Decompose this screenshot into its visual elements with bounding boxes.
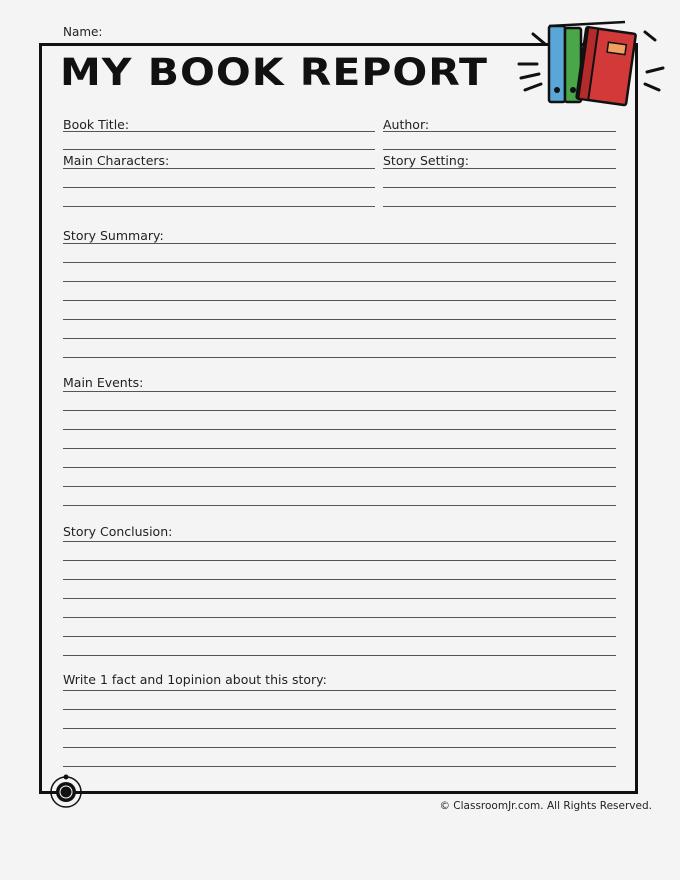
- main-events-line-4[interactable]: [63, 448, 616, 449]
- books-icon: [515, 12, 665, 112]
- author-line[interactable]: [383, 131, 616, 132]
- main-characters-line-3[interactable]: [63, 206, 375, 207]
- story-summary-line-2[interactable]: [63, 262, 616, 263]
- story-conclusion-line-5[interactable]: [63, 617, 616, 618]
- page-title: MY BOOK REPORT: [60, 50, 488, 95]
- book-title-line[interactable]: [63, 131, 375, 132]
- author-line-2[interactable]: [383, 149, 616, 150]
- main-events-line-2[interactable]: [63, 410, 616, 411]
- story-setting-label: Story Setting:: [383, 153, 469, 168]
- main-characters-label: Main Characters:: [63, 153, 170, 168]
- story-summary-line-4[interactable]: [63, 300, 616, 301]
- main-events-line-6[interactable]: [63, 486, 616, 487]
- fact-opinion-line-5[interactable]: [63, 766, 616, 767]
- book-title-line-2[interactable]: [63, 149, 375, 150]
- story-summary-line-5[interactable]: [63, 319, 616, 320]
- main-events-line-3[interactable]: [63, 429, 616, 430]
- story-conclusion-label: Story Conclusion:: [63, 524, 173, 539]
- story-setting-line-3[interactable]: [383, 206, 616, 207]
- story-summary-line-1[interactable]: [63, 243, 616, 244]
- story-summary-line-3[interactable]: [63, 281, 616, 282]
- copyright-footer: © ClassroomJr.com. All Rights Reserved.: [439, 800, 652, 812]
- main-events-line-5[interactable]: [63, 467, 616, 468]
- story-summary-line-7[interactable]: [63, 357, 616, 358]
- classroomjr-logo-icon: [48, 774, 84, 810]
- story-conclusion-line-6[interactable]: [63, 636, 616, 637]
- story-summary-label: Story Summary:: [63, 228, 164, 243]
- story-conclusion-line-2[interactable]: [63, 560, 616, 561]
- main-characters-line-2[interactable]: [63, 187, 375, 188]
- main-events-line-7[interactable]: [63, 505, 616, 506]
- main-events-label: Main Events:: [63, 375, 144, 390]
- book-title-label: Book Title:: [63, 117, 130, 132]
- fact-opinion-line-2[interactable]: [63, 709, 616, 710]
- fact-opinion-line-1[interactable]: [63, 690, 616, 691]
- story-summary-line-6[interactable]: [63, 338, 616, 339]
- author-label: Author:: [383, 117, 430, 132]
- fact-opinion-label: Write 1 fact and 1opinion about this story:: [63, 672, 327, 687]
- story-conclusion-line-3[interactable]: [63, 579, 616, 580]
- story-setting-line-1[interactable]: [383, 168, 616, 169]
- story-conclusion-line-1[interactable]: [63, 541, 616, 542]
- story-setting-line-2[interactable]: [383, 187, 616, 188]
- story-conclusion-line-7[interactable]: [63, 655, 616, 656]
- fact-opinion-line-3[interactable]: [63, 728, 616, 729]
- fact-opinion-line-4[interactable]: [63, 747, 616, 748]
- name-label: Name:: [63, 25, 103, 39]
- story-conclusion-line-4[interactable]: [63, 598, 616, 599]
- main-events-line-1[interactable]: [63, 391, 616, 392]
- main-characters-line-1[interactable]: [63, 168, 375, 169]
